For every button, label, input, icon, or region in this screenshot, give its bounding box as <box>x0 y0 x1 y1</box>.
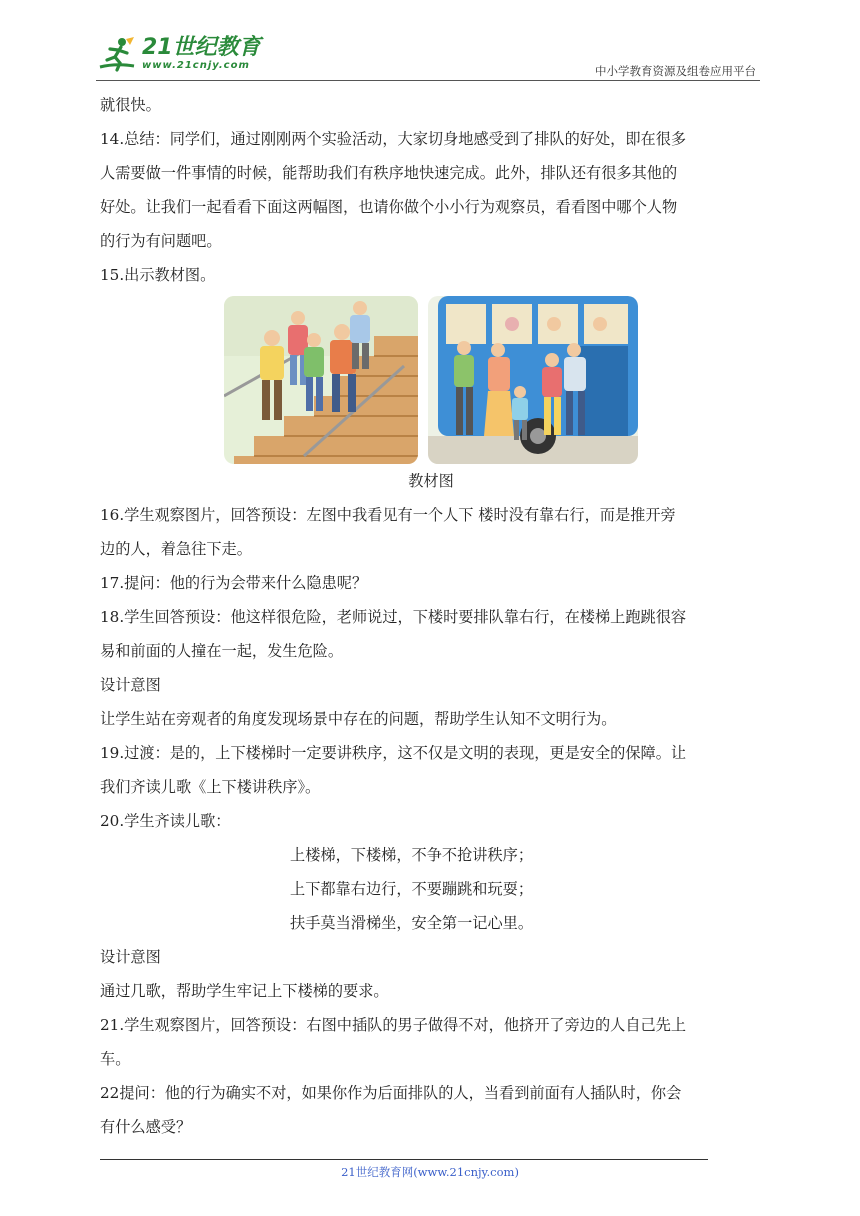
paragraph-line: 边的人，着急往下走。 <box>100 540 252 558</box>
paragraph-line: 人需要做一件事情的时候，能帮助我们有秩序地快速完成。此外，排队还有很多其他的 <box>100 164 678 182</box>
paragraphs-middle <box>100 498 762 838</box>
paragraph-line: 好处。让我们一起看看下面这两幅图，也请你做个小小行为观察员，看看图中哪个人物 <box>100 198 678 216</box>
figure-caption: 教材图 <box>408 472 454 490</box>
paragraph-line: 21.学生观察图片，回答预设：右图中插队的男子做得不对，他挤开了旁边的人自己先上 <box>100 1016 687 1034</box>
poem-line: 上楼梯，下楼梯，不争不抢讲秩序； <box>290 846 533 864</box>
paragraph-line: 14.总结：同学们，通过刚刚两个实验活动，大家切身地感受到了排队的好处，即在很多 <box>100 130 687 148</box>
poem-line: 上下都靠右边行，不要蹦跳和玩耍； <box>290 880 533 898</box>
paragraph-line: 设计意图 <box>100 948 161 966</box>
paragraph-line: 的行为有问题吧。 <box>100 232 222 250</box>
bus-boarding-illustration <box>428 296 638 464</box>
running-figure-icon <box>96 33 138 75</box>
logo-main-text: 21世纪教育 <box>142 35 261 60</box>
poem-line: 扶手莫当滑梯坐，安全第一记心里。 <box>290 914 533 932</box>
paragraph-line: 有什么感受？ <box>100 1118 192 1136</box>
paragraph-line: 17.提问：他的行为会带来什么隐患呢？ <box>100 574 368 592</box>
platform-name: 中小学教育资源及组卷应用平台 <box>595 64 756 78</box>
paragraph-line: 15.出示教材图。 <box>100 266 216 284</box>
paragraph-line: 20.学生齐读儿歌： <box>100 812 231 830</box>
paragraph-line: 22提问：他的行为确实不对，如果你作为后面排队的人，当看到前面有人插队时，你会 <box>100 1084 682 1102</box>
logo-url-text: www.21cnjy.com <box>142 60 250 71</box>
paragraph-line: 通过几歌，帮助学生牢记上下楼梯的要求。 <box>100 982 389 1000</box>
paragraph-line: 19.过渡：是的，上下楼梯时一定要讲秩序，这不仅是文明的表现，更是安全的保障。让 <box>100 744 687 762</box>
page-header <box>96 30 760 82</box>
poem <box>100 838 762 940</box>
paragraph-line: 让学生站在旁观者的角度发现场景中存在的问题，帮助学生认知不文明行为。 <box>100 710 617 728</box>
paragraph-line: 就很快。 <box>100 96 161 114</box>
paragraph-line: 我们齐读儿歌《上下楼讲秩序》。 <box>100 778 321 796</box>
paragraph-line: 16.学生观察图片，回答预设：左图中我看见有一个人下 楼时没有靠右行，而是推开旁 <box>100 506 676 524</box>
header-divider <box>96 80 760 81</box>
paragraph-line: 易和前面的人撞在一起，发生危险。 <box>100 642 343 660</box>
stairs-illustration <box>224 296 418 464</box>
footer-divider <box>100 1159 708 1160</box>
paragraph-line: 车。 <box>100 1050 131 1068</box>
textbook-figure <box>100 296 762 464</box>
paragraphs-before <box>100 88 762 292</box>
logo <box>96 32 261 76</box>
footer-text: 21世纪教育网(www.21cnjy.com) <box>341 1165 519 1179</box>
paragraphs-after <box>100 940 762 1144</box>
paragraph-line: 18.学生回答预设：他这样很危险，老师说过，下楼时要排队靠右行，在楼梯上跑跳很容 <box>100 608 687 626</box>
paragraph-line: 设计意图 <box>100 676 161 694</box>
document-body <box>100 88 762 1144</box>
